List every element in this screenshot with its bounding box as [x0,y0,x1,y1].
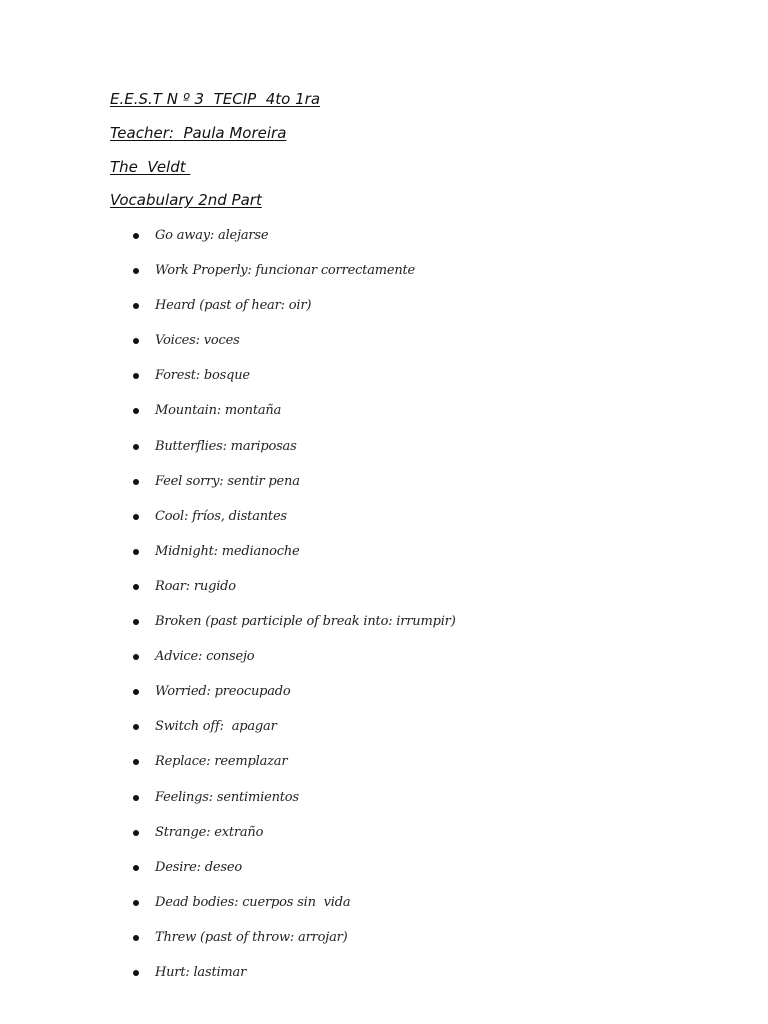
vocabulary-item [0,366,768,401]
vocabulary-item [0,472,768,507]
bullet-icon [133,795,139,801]
vocabulary-term: Worried: preocupado [155,684,291,700]
vocabulary-term: Heard (past of hear: oir) [155,298,312,314]
vocabulary-term: Butterflies: mariposas [155,438,297,454]
vocabulary-term: Switch off: apagar [155,719,277,735]
section-heading: Vocabulary 2nd Part [110,191,262,209]
bullet-icon [133,549,139,555]
vocabulary-item [0,928,768,963]
bullet-icon [133,654,139,660]
vocabulary-term: Cool: fríos, distantes [155,508,287,524]
vocabulary-term: Broken (past participle of break into: irrumpir) [155,614,456,630]
vocabulary-item [0,963,768,998]
vocabulary-item [0,647,768,682]
vocabulary-term: Strange: extraño [155,824,264,840]
bullet-icon [133,865,139,871]
vocabulary-item [0,296,768,331]
bullet-icon [133,233,139,239]
vocabulary-term: Feel sorry: sentir pena [155,473,300,489]
vocabulary-term: Hurt: lastimar [155,964,247,980]
vocabulary-item [0,682,768,717]
bullet-icon [133,444,139,450]
bullet-icon [133,689,139,695]
vocabulary-term: Work Properly: funcionar correctamente [155,263,416,279]
bullet-icon [133,408,139,414]
bullet-icon [133,584,139,590]
vocabulary-term: Desire: deseo [155,859,242,875]
bullet-icon [133,514,139,520]
bullet-icon [133,619,139,625]
bullet-icon [133,338,139,344]
vocabulary-term: Voices: voces [155,333,240,349]
vocabulary-term: Dead bodies: cuerpos sin vida [155,894,351,910]
vocabulary-item [0,788,768,823]
bullet-icon [133,830,139,836]
vocabulary-term: Midnight: medianoche [155,543,300,559]
bullet-icon [133,479,139,485]
vocabulary-item [0,752,768,787]
vocabulary-item [0,717,768,752]
vocabulary-item [0,401,768,436]
vocabulary-term: Advice: consejo [155,649,255,665]
vocabulary-item [0,893,768,928]
vocabulary-item [0,261,768,296]
vocabulary-item [0,437,768,472]
vocabulary-item [0,823,768,858]
vocabulary-item [0,331,768,366]
vocabulary-item [0,612,768,647]
bullet-icon [133,759,139,765]
vocabulary-item [0,858,768,893]
vocabulary-term: Go away: alejarse [155,228,269,243]
vocabulary-term: Mountain: montaña [155,403,282,419]
bullet-icon [133,303,139,309]
vocabulary-item [0,542,768,577]
bullet-icon [133,935,139,941]
vocabulary-item [0,577,768,612]
bullet-icon [133,724,139,730]
vocabulary-item [0,507,768,542]
vocabulary-term: Roar: rugido [155,578,236,594]
vocabulary-item [0,226,768,261]
vocabulary-list [0,226,768,998]
bullet-icon [133,970,139,976]
vocabulary-term: Replace: reemplazar [155,754,288,770]
vocabulary-term: Feelings: sentimientos [155,789,299,805]
bullet-icon [133,268,139,274]
vocabulary-term: Threw (past of throw: arrojar) [155,929,348,945]
story-title: The Veldt [110,158,191,176]
vocabulary-term: Forest: bosque [155,368,250,384]
school-heading: E.E.S.T N º 3 TECIP 4to 1ra [110,90,321,108]
teacher-heading: Teacher: Paula Moreira [110,124,287,142]
bullet-icon [133,900,139,906]
bullet-icon [133,373,139,379]
